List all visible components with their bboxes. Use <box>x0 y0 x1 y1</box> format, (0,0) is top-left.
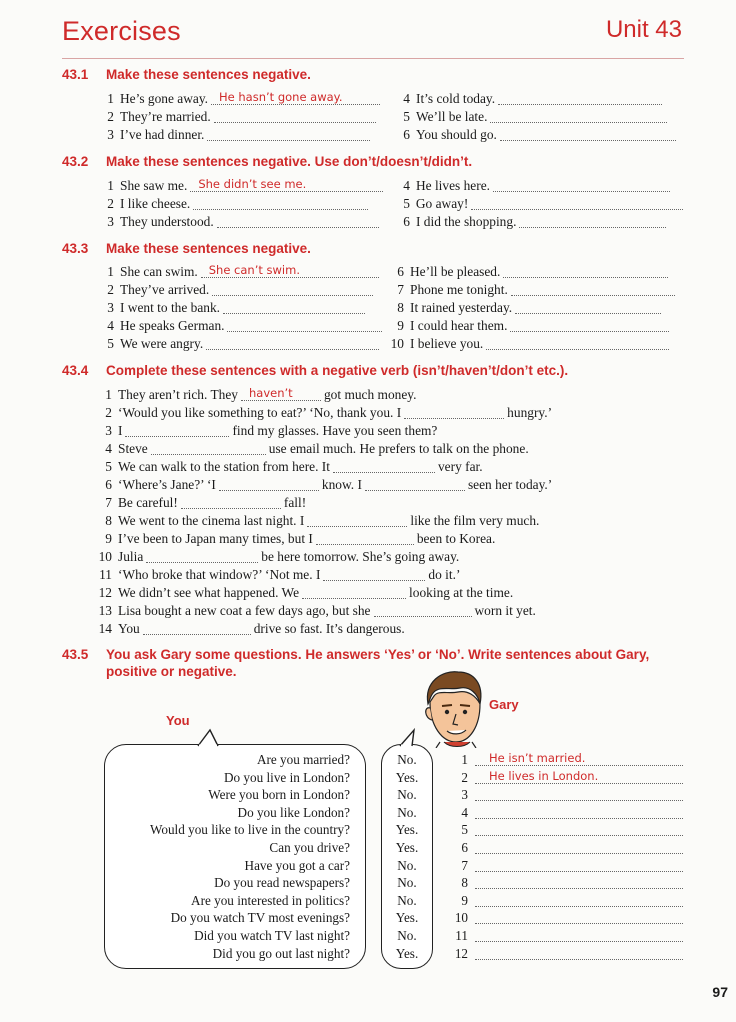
item-number: 8 <box>397 300 404 315</box>
handwritten-answer: She can’t swim. <box>208 263 300 277</box>
exercise-instruction: Make these sentences negative. Use don’t/doesn’t/didn’t. <box>106 154 473 169</box>
item-number: 14 <box>98 621 112 636</box>
item-number: 7 <box>461 857 468 873</box>
exercise-item <box>96 567 460 583</box>
answer-blank[interactable] <box>475 824 683 836</box>
sentence-text: I’ve been to Japan many times, but I <box>118 531 313 546</box>
answer-blank[interactable] <box>302 587 406 599</box>
sentence-text: She saw me. <box>120 178 188 193</box>
sentence-text: It rained yesterday. <box>410 300 513 315</box>
answer-blank[interactable] <box>193 198 368 210</box>
item-number: 1 <box>107 264 114 279</box>
gary-answer: Yes. <box>395 840 419 855</box>
answer-blank[interactable] <box>475 751 683 766</box>
answer-blank[interactable] <box>500 129 677 141</box>
sentence-text: hungry.’ <box>507 405 553 420</box>
handwritten-answer: He hasn’t gone away. <box>219 90 343 104</box>
exercise-item <box>388 318 686 334</box>
item-number: 13 <box>98 603 112 618</box>
gary-answer: No. <box>397 804 417 820</box>
item-number: 5 <box>107 336 114 351</box>
exercise-number: 43.4 <box>62 363 89 378</box>
exercise-item <box>394 196 686 212</box>
item-number: 11 <box>455 928 468 943</box>
question-text: Would you like to live in the country? <box>149 822 350 838</box>
exercise-item <box>96 495 306 511</box>
answer-blank[interactable] <box>475 768 683 784</box>
answer-blank[interactable] <box>316 533 414 545</box>
answer-blank[interactable] <box>475 930 683 942</box>
exercise-item <box>98 127 388 143</box>
item-number: 8 <box>105 513 112 528</box>
item-number: 4 <box>107 318 114 333</box>
answer-blank[interactable] <box>151 443 266 455</box>
sentence-text: ‘Would you like something to eat?’ ‘No, thank you. I <box>118 405 402 420</box>
answer-blank[interactable] <box>146 551 258 563</box>
sentence-text: She can swim. <box>120 264 198 279</box>
answer-blank[interactable] <box>519 216 665 228</box>
answer-blank[interactable] <box>510 320 668 332</box>
gary-answer: Yes. <box>395 822 419 838</box>
sentence-text: looking at the time. <box>409 585 514 600</box>
item-number: 7 <box>105 495 112 510</box>
sentence-text: He’ll be pleased. <box>410 264 501 279</box>
sentence-text: very far. <box>437 459 483 474</box>
answer-blank[interactable] <box>475 860 683 872</box>
sentence-text: He lives here. <box>416 178 490 193</box>
question-text: Do you watch TV most evenings? <box>170 910 350 926</box>
handwritten-answer: haven’t <box>248 386 293 400</box>
sentence-text: be here tomorrow. She’s going away. <box>261 549 460 564</box>
answer-blank[interactable] <box>404 407 504 419</box>
sentence-text: drive so fast. It’s dangerous. <box>253 621 405 636</box>
sentence-text: ‘Who broke that window?’ ‘Not me. I <box>118 567 321 582</box>
item-number: 2 <box>107 282 114 297</box>
sentence-text: They’ve arrived. <box>120 282 210 297</box>
exercise-item <box>394 91 686 107</box>
answer-blank[interactable] <box>217 216 379 228</box>
item-number: 4 <box>403 91 410 106</box>
sentence-text: ‘Where’s Jane?’ ‘I <box>118 477 216 492</box>
sentence-text: We’ll be late. <box>416 109 488 124</box>
item-number: 5 <box>105 459 112 474</box>
answer-blank[interactable] <box>241 386 321 401</box>
item-number: 1 <box>461 752 468 767</box>
question-text: Do you like London? <box>237 804 350 820</box>
item-number: 7 <box>397 282 404 297</box>
exercise-item <box>394 214 686 230</box>
exercise-item <box>96 405 552 421</box>
answer-blank[interactable] <box>503 266 667 278</box>
item-number: 9 <box>105 531 112 546</box>
answer-blank[interactable] <box>207 129 369 141</box>
sentence-text: Phone me tonight. <box>410 282 508 297</box>
handwritten-answer: She didn’t see me. <box>198 177 307 191</box>
answer-blank[interactable] <box>201 263 380 278</box>
exercise-item <box>96 531 495 547</box>
answer-blank[interactable] <box>212 284 372 296</box>
handwritten-answer: He lives in London. <box>489 768 599 783</box>
exercise-item <box>98 264 386 280</box>
exercise-item <box>96 585 513 601</box>
answer-blank[interactable] <box>475 877 683 889</box>
answer-blank[interactable] <box>219 479 319 491</box>
answer-blank[interactable] <box>511 284 675 296</box>
item-number: 3 <box>107 127 114 142</box>
question-text: Do you live in London? <box>224 769 350 785</box>
item-number: 3 <box>107 214 114 229</box>
sentence-text: It’s cold today. <box>416 91 496 106</box>
exercise-item <box>98 91 388 107</box>
gary-portrait-icon <box>420 668 486 748</box>
item-number: 2 <box>105 405 112 420</box>
exercise-item <box>96 477 552 493</box>
item-number: 6 <box>105 477 112 492</box>
question-text: Do you read newspapers? <box>214 875 350 891</box>
item-number: 3 <box>107 300 114 315</box>
exercise-instruction: Make these sentences negative. <box>106 67 311 82</box>
gary-answer: No. <box>397 928 417 943</box>
sentence-text: seen her today.’ <box>467 477 553 492</box>
item-number: 2 <box>107 196 114 211</box>
exercise-instruction: Make these sentences negative. <box>106 241 311 256</box>
item-number: 9 <box>397 318 404 333</box>
sentence-text: They aren’t rich. They <box>118 387 238 402</box>
exercise-instruction: You ask Gary some questions. He answers ‘Yes’ or ‘No’. Write sentences about Gary, <box>106 647 650 662</box>
answer-blank[interactable] <box>307 515 407 527</box>
answer-blank[interactable] <box>333 461 435 473</box>
item-number: 5 <box>403 196 410 211</box>
unit-label: Unit 43 <box>605 16 682 43</box>
answer-blank[interactable] <box>365 479 465 491</box>
item-number: 8 <box>461 875 468 891</box>
exercise-number: 43.3 <box>62 241 89 256</box>
answer-blank[interactable] <box>493 180 670 192</box>
gary-answer: No. <box>397 857 417 873</box>
item-number: 1 <box>105 387 112 402</box>
answer-blank[interactable] <box>471 198 683 210</box>
exercise-number: 43.5 <box>62 647 89 662</box>
exercise-item <box>98 109 388 125</box>
sentence-text: I went to the bank. <box>120 300 221 315</box>
gary-answer: No. <box>397 752 417 767</box>
handwritten-answer: He isn’t married. <box>489 751 586 765</box>
item-number: 6 <box>403 214 410 229</box>
sentence-text: You <box>118 621 140 636</box>
answer-blank[interactable] <box>206 338 379 350</box>
gary-label: Gary <box>489 697 519 712</box>
gary-answer: Yes. <box>395 769 419 785</box>
exercise-item <box>98 336 386 352</box>
page-number: 97 <box>712 984 728 1000</box>
item-number: 5 <box>461 822 468 838</box>
exercise-item <box>96 387 416 403</box>
sentence-text: They’re married. <box>120 109 211 124</box>
answer-blank[interactable] <box>486 338 669 350</box>
exercise-item <box>394 178 686 194</box>
sentence-text: I like cheese. <box>120 196 191 211</box>
sentence-text: know. I <box>321 477 362 492</box>
sentence-text: I believe you. <box>410 336 484 351</box>
exercise-item <box>98 214 388 230</box>
exercise-item <box>96 549 459 565</box>
answer-blank[interactable] <box>181 497 281 509</box>
sentence-text: I could hear them. <box>410 318 508 333</box>
question-text: Can you drive? <box>269 840 350 855</box>
question-text: Are you married? <box>256 752 350 767</box>
item-number: 2 <box>107 109 114 124</box>
item-number: 4 <box>403 178 410 193</box>
exercise-43-5-heading <box>62 646 649 680</box>
answer-blank[interactable] <box>143 623 251 635</box>
sentence-text: I <box>118 423 123 438</box>
exercise-number: 43.2 <box>62 154 89 169</box>
item-number: 2 <box>461 769 468 785</box>
answer-blank[interactable] <box>190 177 383 192</box>
answer-blank[interactable] <box>515 302 661 314</box>
exercise-item <box>96 423 437 439</box>
sentence-text: been to Korea. <box>416 531 496 546</box>
item-number: 1 <box>107 178 114 193</box>
exercise-item <box>388 300 686 316</box>
gary-answer: No. <box>397 875 417 891</box>
sentence-text: We can walk to the station from here. It <box>118 459 330 474</box>
exercise-item <box>98 300 386 316</box>
exercise-item <box>96 513 539 529</box>
sentence-text: We went to the cinema last night. I <box>118 513 305 528</box>
answer-blank[interactable] <box>475 807 683 819</box>
item-number: 6 <box>461 840 468 855</box>
answer-blank[interactable] <box>374 605 472 617</box>
exercise-item <box>394 109 686 125</box>
exercise-item <box>388 264 686 280</box>
item-number: 4 <box>461 804 468 820</box>
exercise-43-4-heading <box>62 362 568 379</box>
answer-blank[interactable] <box>227 320 381 332</box>
you-label: You <box>166 713 190 728</box>
answer-blank[interactable] <box>475 789 683 801</box>
exercise-instruction: Complete these sentences with a negative verb (isn’t/haven’t/don’t etc.). <box>106 363 569 378</box>
item-number: 10 <box>98 549 112 564</box>
item-number: 4 <box>105 441 112 456</box>
answer-blank[interactable] <box>214 111 376 123</box>
sentence-text: You should go. <box>416 127 497 142</box>
sentence-text: We didn’t see what happened. We <box>118 585 300 600</box>
item-number: 3 <box>461 787 468 803</box>
question-text: Did you watch TV last night? <box>194 928 350 943</box>
question-text: Did you go out last night? <box>212 945 350 961</box>
exercise-item <box>98 178 388 194</box>
gary-answer: Yes. <box>395 945 419 961</box>
answer-blank[interactable] <box>475 912 683 924</box>
exercise-item <box>388 336 686 352</box>
sentence-text: They understood. <box>120 214 214 229</box>
item-number: 3 <box>105 423 112 438</box>
sentence-text: find my glasses. Have you seen them? <box>232 423 438 438</box>
gary-answer: No. <box>397 787 417 803</box>
exercise-item <box>98 282 386 298</box>
answer-blank[interactable] <box>223 302 365 314</box>
header-divider <box>62 58 684 59</box>
exercise-item <box>96 459 483 475</box>
exercise-item <box>98 318 386 334</box>
answer-blank[interactable] <box>323 569 425 581</box>
item-number: 6 <box>397 264 404 279</box>
question-text: Have you got a car? <box>244 857 350 873</box>
sentence-text: Julia <box>118 549 144 564</box>
sentence-text: worn it yet. <box>474 603 536 618</box>
gary-answer: Yes. <box>395 910 419 926</box>
sentence-text: Lisa bought a new coat a few days ago, but she <box>118 603 371 618</box>
answer-blank[interactable] <box>211 90 380 105</box>
exercise-item <box>388 282 686 298</box>
answer-blank[interactable] <box>475 895 683 907</box>
exercise-instruction-continued: positive or negative. <box>106 664 237 679</box>
answer-blank[interactable] <box>498 93 662 105</box>
sentence-text: I’ve had dinner. <box>120 127 205 142</box>
sentence-text: We were angry. <box>120 336 204 351</box>
sentence-text: Go away! <box>415 196 469 211</box>
answer-blank[interactable] <box>475 842 683 854</box>
exercise-item <box>98 196 388 212</box>
item-number: 1 <box>107 91 114 106</box>
item-number: 12 <box>98 585 112 600</box>
sentence-text: Steve <box>118 441 148 456</box>
question-text: Are you interested in politics? <box>191 892 350 908</box>
exercise-item <box>96 441 529 457</box>
answer-blank[interactable] <box>490 111 667 123</box>
sentence-text: got much money. <box>323 387 417 402</box>
exercise-43-2-heading <box>62 153 472 170</box>
exercise-item <box>96 603 536 619</box>
sentence-text: He speaks German. <box>120 318 225 333</box>
answer-blank[interactable] <box>475 948 683 960</box>
answers-bubble-tail-icon <box>396 727 422 747</box>
exercise-43-3-heading <box>62 240 311 257</box>
page-title: Exercises <box>62 16 181 46</box>
item-number: 11 <box>99 567 112 582</box>
question-text: Were you born in London? <box>208 787 350 803</box>
exercise-item <box>394 127 686 143</box>
item-number: 9 <box>461 892 468 908</box>
sentence-text: fall! <box>283 495 307 510</box>
answer-blank[interactable] <box>125 425 229 437</box>
sentence-text: do it.’ <box>428 567 461 582</box>
exercise-number: 43.1 <box>62 67 89 82</box>
item-number: 5 <box>403 109 410 124</box>
exercise-43-1-heading <box>62 66 311 83</box>
item-number: 10 <box>390 336 404 351</box>
questions-bubble-tail-icon <box>196 727 230 747</box>
item-number: 12 <box>454 945 468 961</box>
gary-answer: No. <box>397 892 417 908</box>
item-number: 10 <box>454 910 468 926</box>
sentence-text: use email much. He prefers to talk on the phone. <box>268 441 529 456</box>
sentence-text: Be careful! <box>118 495 178 510</box>
sentence-text: He’s gone away. <box>120 91 208 106</box>
sentence-text: like the film very much. <box>410 513 540 528</box>
sentence-text: I did the shopping. <box>416 214 517 229</box>
exercise-item <box>96 621 405 637</box>
item-number: 6 <box>403 127 410 142</box>
